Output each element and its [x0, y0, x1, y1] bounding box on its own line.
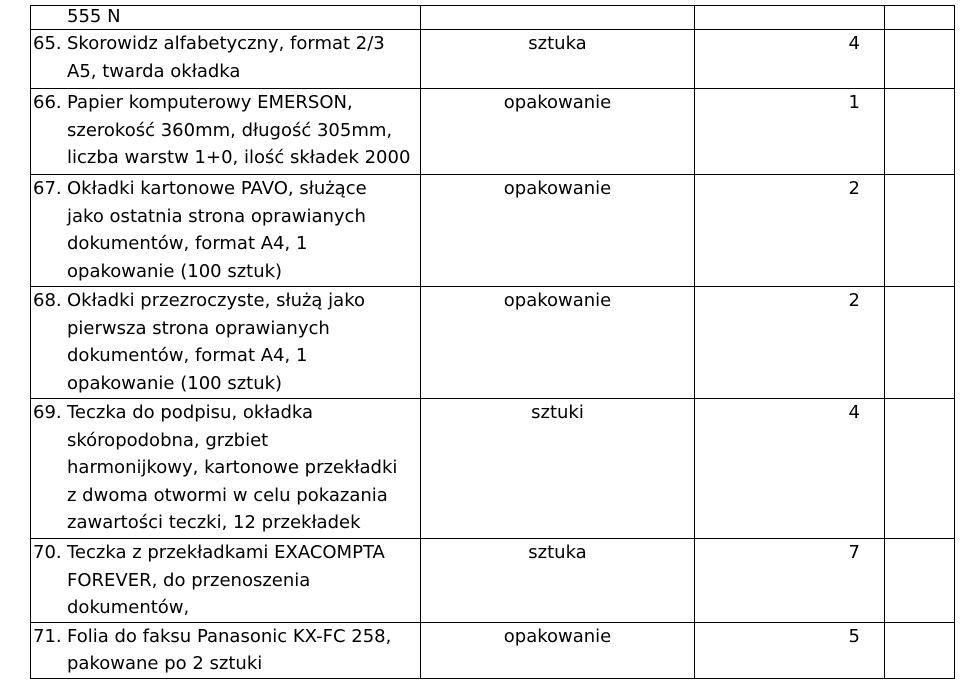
quantity-cell: 7: [695, 539, 885, 623]
description-cell: [31, 399, 421, 539]
item-description: Papier komputerowy EMERSON, szerokość 360mm, długość 305mm, liczba warstw 1+0, ilość składek 2000: [67, 92, 411, 168]
description-cell: [31, 175, 421, 287]
item-description: Okładki kartonowe PAVO, służące jako ostatnia strona oprawianych dokumentów, format A4, 1 opakowanie (100 sztuk): [67, 178, 367, 282]
quantity-cell: 1: [695, 89, 885, 175]
item-number: 70.: [33, 542, 62, 563]
quantity-cell: [695, 6, 885, 30]
unit-cell: opakowanie: [421, 287, 695, 399]
table-row: [31, 287, 955, 399]
table-row: [31, 6, 955, 30]
item-number: 65.: [33, 33, 62, 54]
extra-cell: [885, 399, 955, 539]
item-number: 71.: [33, 625, 62, 647]
description-cell: [31, 6, 421, 30]
item-description: Teczka z przekładkami EXACOMPTA FOREVER, do przenoszenia dokumentów,: [67, 542, 385, 618]
extra-cell: [885, 287, 955, 399]
description-cell: [31, 539, 421, 623]
table-row: [31, 30, 955, 89]
extra-cell: [885, 539, 955, 623]
unit-cell: sztuki: [421, 399, 695, 539]
item-number: 68.: [33, 290, 62, 311]
item-description: Teczka do podpisu, okładka skóropodobna, grzbiet harmonijkowy, kartonowe przekładki z dwoma otwormi w celu pokazania zawartości teczki, 12 przekładek: [67, 402, 398, 533]
quantity-cell: 2: [695, 175, 885, 287]
unit-cell: [421, 6, 695, 30]
table-row: [31, 399, 955, 539]
table-row: [31, 622, 955, 678]
unit-cell: sztuka: [421, 30, 695, 89]
item-number: 69.: [33, 402, 62, 423]
quantity-cell: 5: [695, 622, 885, 678]
unit-cell: opakowanie: [421, 175, 695, 287]
description-cell: [31, 89, 421, 175]
unit-cell: sztuka: [421, 539, 695, 623]
unit-cell: opakowanie: [421, 622, 695, 678]
extra-cell: [885, 622, 955, 678]
quantity-cell: 2: [695, 287, 885, 399]
item-number: 67.: [33, 178, 62, 199]
item-description: Okładki przezroczyste, służą jako pierwsza strona oprawianych dokumentów, format A4, 1 opakowanie (100 sztuk): [67, 290, 366, 394]
extra-cell: [885, 6, 955, 30]
description-cell: [31, 30, 421, 89]
unit-cell: opakowanie: [421, 89, 695, 175]
quantity-cell: 4: [695, 399, 885, 539]
extra-cell: [885, 175, 955, 287]
order-items-table: [30, 5, 955, 679]
extra-cell: [885, 89, 955, 175]
item-description: Skorowidz alfabetyczny, format 2/3 A5, twarda okładka: [67, 33, 385, 82]
description-cell: [31, 622, 421, 678]
item-number: 66.: [33, 92, 62, 113]
table-row: [31, 89, 955, 175]
table-row: [31, 175, 955, 287]
item-description: Folia do faksu Panasonic KX-FC 258, pakowane po 2 sztuki: [67, 625, 392, 674]
extra-cell: [885, 30, 955, 89]
table-row: [31, 539, 955, 623]
quantity-cell: 4: [695, 30, 885, 89]
row-fragment-text: 555 N: [67, 6, 121, 27]
description-cell: [31, 287, 421, 399]
